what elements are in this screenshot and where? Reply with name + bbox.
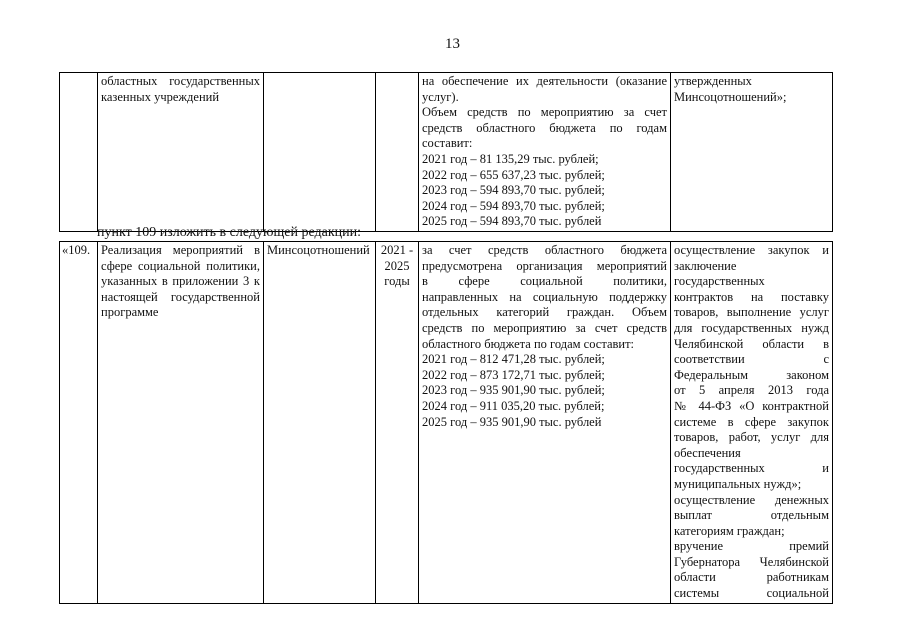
amendment-instruction: пункт 109 изложить в следующей редакции: bbox=[97, 225, 361, 240]
page-number: 13 bbox=[445, 36, 460, 52]
cell-description: за счет средств областного бюджета предусмотрена организация мероприятий в сфере социальной политики, направленных на социальную поддержку отдельных категорий граждан. Объем средств по мероприятию за счет средств областного бюджета по годам составит: 2021 год – 812 471,28 тыс. рублей; 2022 год – 873 172,71 тыс. рублей; 2023 год – 935 901,90 тыс. рублей; 2024 год – 911 035,20 тыс. рублей; 2025 год – 935 901,90 тыс. рублей bbox=[419, 242, 671, 604]
table-row bbox=[60, 73, 833, 232]
table-item-109 bbox=[59, 241, 833, 604]
table-continuation bbox=[59, 72, 833, 232]
cell-term bbox=[376, 73, 419, 232]
cell-term: 2021 - 2025 годы bbox=[376, 242, 419, 604]
cell-name: областных государственных казенных учреждений bbox=[98, 73, 264, 232]
cell-result: утвержденных Минсоцотношений»; bbox=[671, 73, 833, 232]
table-row bbox=[60, 242, 833, 604]
cell-no: «109. bbox=[60, 242, 98, 604]
cell-result: осуществление закупок и заключение государственных контрактов на поставку товаров, выполнение услуг для государственных нужд Челябинской области в соответствии с Федеральным законом от 5 апреля 2013 года № 44-ФЗ «О контрактной системе в сфере закупок товаров, работ, услуг для обеспечения государственных и муниципальных нужд»; осуществление денежных выплат отдельным категориям граждан; вручение премий Губернатора Челябинской области работникам системы социальной bbox=[671, 242, 833, 604]
cell-no bbox=[60, 73, 98, 232]
cell-executor: Минсоцотношений bbox=[264, 242, 376, 604]
cell-executor bbox=[264, 73, 376, 232]
cell-description: на обеспечение их деятельности (оказание услуг). Объем средств по мероприятию за счет средств областного бюджета по годам составит: 2021 год – 81 135,29 тыс. рублей; 2022 год – 655 637,23 тыс. рублей; 2023 год – 594 893,70 тыс. рублей; 2024 год – 594 893,70 тыс. рублей; 2025 год – 594 893,70 тыс. рублей bbox=[419, 73, 671, 232]
cell-name: Реализация мероприятий в сфере социальной политики, указанных в приложении 3 к настоящей государственной программе bbox=[98, 242, 264, 604]
